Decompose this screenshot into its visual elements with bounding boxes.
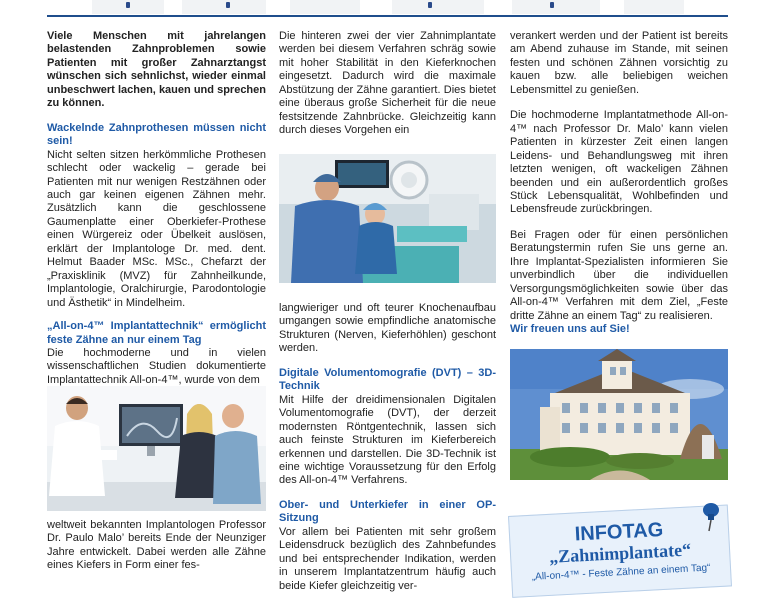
column-1-bottom: [47, 519, 266, 573]
clinic-building-photo: [510, 349, 728, 480]
column-1-top: [47, 30, 266, 387]
paragraph-beratung: Bei Fragen oder für einen persönlichen Beratungstermin rufen Sie uns gerne an. Ihre Implantat-Spezialisten informieren Sie unverbindlich über die individuellen Versorgungsmöglichkeiten sowie über das All-on-4™ Verfahren mit dem Ziel, „Feste dritte Zähne an einem Tag“ zu realisieren.: [510, 228, 728, 322]
column-3-top: [510, 30, 728, 337]
intro-paragraph: Viele Menschen mit jahrelangen belastenden Zahnproblemen sowie Patienten mit großer Zahnarztangst wünschen sich sehnlichst, wieder einmal unbeschwert lachen, kauen und sprechen zu können.: [47, 30, 266, 110]
paragraph-prothesen: Nicht selten sitzen herkömmliche Prothesen schlecht oder wackelig – gerade bei Patienten mit nur wenigen Restzähnen oder auch gar keinen eigenen Zähnen mehr. Zusätzlich kann die geschlossene Gaumenplatte einer Oberkiefer-Prothese einen Würgereiz oder Übelkeit auslösen, erklärt der Implantologe Dr. med. dent. Helmut Baader MSc. MSc., Chefarzt der „Praxisklinik (MVZ) für Zahnheilkunde, Implantologie, Oralchirurgie, Parodontologie und Ästhetik“ in Mindelheim.: [47, 148, 266, 309]
heading-all-on-4: „All-on-4™ Implantattechnik“ ermöglicht feste Zähne an nur einem Tag: [47, 320, 266, 346]
column-2-top: [279, 30, 496, 138]
paragraph-implantate: Die hinteren zwei der vier Zahnimplantate werden bei diesem Verfahren schräg sowie mit hoher Stabilität in den Kieferknochen eingesetzt. Dadurch wird die maximale Abstützung der Zähne garantiert. Dies bietet eine überaus große Sicherheit für die neue festsitzende Zahnbrücke. Gleichzeitig kann durch dieses Vorgehen ein: [279, 30, 496, 137]
infotag-card: [508, 504, 732, 597]
header-rule: [47, 15, 728, 17]
column-2-bottom: [279, 302, 496, 593]
paragraph-verankert: verankert werden und der Patient ist bereits am Abend zuhause im Stande, mit seinen festen und schönen Zähnen vorsichtig zu kauen bzw. alle beliebigen weichen Lebensmittel zu genießen.: [510, 30, 728, 96]
consultation-photo-graphic: [47, 386, 266, 511]
infotag-title: INFOTAG: [574, 518, 664, 546]
infotag-line: „All-on-4™ - Feste Zähne an einem Tag“: [531, 562, 711, 583]
surgery-photo: [279, 154, 496, 283]
closing-line: Wir freuen uns auf Sie!: [510, 323, 630, 336]
paragraph-knochenaufbau: langwieriger und oft teurer Knochenaufbau umgangen sowie empfindliche anatomische Strukturen (Nerven, Kieferhöhlen) geschont werden.: [279, 302, 496, 355]
surgery-photo-graphic: [279, 154, 496, 283]
top-photo-strip: [0, 0, 775, 14]
heading-wackelnde-prothesen: Wackelnde Zahnprothesen müssen nicht sein!: [47, 121, 266, 148]
heading-dvt: Digitale Volumentomografie (DVT) – 3D-Technik: [279, 366, 496, 393]
paragraph-dvt: Mit Hilfe der dreidimensionalen Digitalen Volumentomografie (DVT), der derzeit modernsten Röntgentechnik, lassen sich auch feinste Strukturen im Kieferbereich erkennen und darstellen. Die 3D-Technik ist eine wichtige Voraussetzung für den Erfolg des All-on-4™ Verfahrens.: [279, 393, 496, 487]
paragraph-op-sitzung: Vor allem bei Patienten mit sehr großem Leidensdruck bezüglich des Zahnbefundes und bei entsprechender Indikation, werden in unserem Implantatzentrum häufig auch beide Kiefer gleichzeitig ver-: [279, 525, 496, 592]
paragraph-all-on-4-intro: Die hochmoderne und in vielen wissenschaftlichen Studien dokumentierte Implantattechnik All-on-4™, wurde von dem: [47, 346, 266, 386]
pushpin-icon: [700, 502, 722, 532]
clinic-building-photo-graphic: [510, 349, 728, 480]
heading-op-sitzung: Ober- und Unterkiefer in einer OP-Sitzung: [279, 498, 496, 525]
infotag-subtitle: „Zahnimplantate“: [548, 539, 692, 567]
paragraph-malo: weltweit bekannten Implantologen Professor Dr. Paulo Malo’ bereits Ende der Neunziger Jahre entwickelt. Dabei werden alle Zähne eines Kiefers in Form einer fes-: [47, 519, 266, 572]
consultation-photo: [47, 386, 266, 511]
paragraph-lebensqualitaet: Die hochmoderne Implantatmethode All-on-4™ nach Professor Dr. Malo’ kann vielen Patienten in kürzester Zeit einen langen Leidens- und Behandlungsweg mit ihren letzten wenigen, oft wackeligen Zähnen beenden und ein außerordentlich großes Stück Lebensqualität, Wohlbefinden und Lebensfreude zurückbringen.: [510, 109, 728, 216]
